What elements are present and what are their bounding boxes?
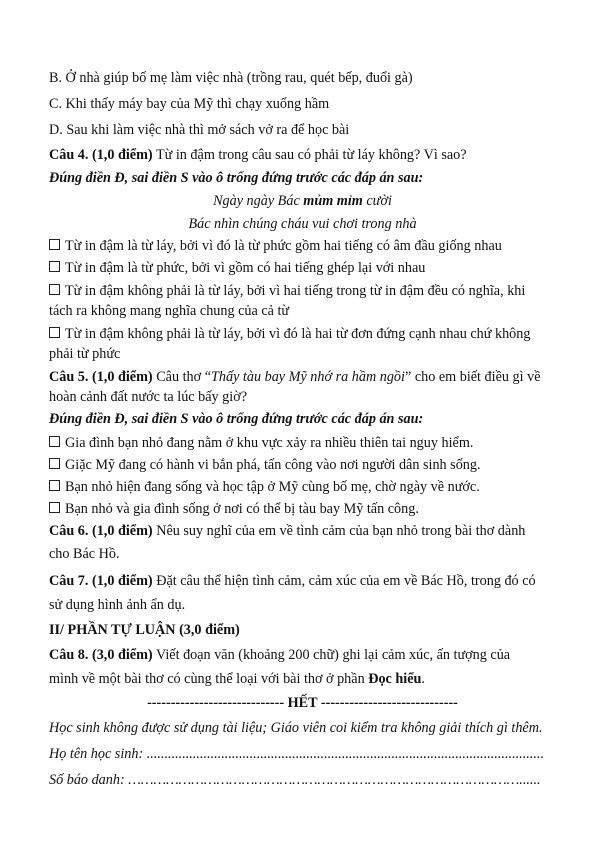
question-5-quote: Thấy tàu bay Mỹ nhớ ra hầm ngồi xyxy=(211,369,405,385)
answer-b: B. Ở nhà giúp bố mẹ làm việc nhà (trồng rau, quét bếp, đuổi gà) xyxy=(49,70,413,86)
poem-line-2: Bác nhìn chúng cháu vui chơi trong nhà xyxy=(188,216,417,232)
question-7 xyxy=(49,572,536,590)
statement-1 xyxy=(49,434,473,452)
question-8-cont-a: mình về một bài thơ có cùng thể loại với bài thơ ở phần xyxy=(49,671,369,687)
question-5-text: Câu thơ “ xyxy=(152,369,211,385)
candidate-number-label: Số báo danh: xyxy=(49,772,129,788)
question-7-label: Câu 7. (1,0 điểm) xyxy=(49,573,153,589)
checkbox[interactable] xyxy=(49,327,60,338)
question-4 xyxy=(49,146,467,164)
poem-bold-word: mủm mỉm xyxy=(303,193,363,209)
statement-4-text: Bạn nhỏ và gia đình sống ở nơi có thể bị tàu bay Mỹ tấn công. xyxy=(65,501,419,517)
poem-line-1 xyxy=(0,192,605,210)
checkbox[interactable] xyxy=(49,502,60,513)
statement-1-text: Gia đình bạn nhỏ đang nằm ở khu vực xảy ra nhiều thiên tai nguy hiểm. xyxy=(65,435,474,451)
option-1 xyxy=(49,237,502,255)
question-4-text: Từ in đậm trong câu sau có phải từ láy không? Vì sao? xyxy=(152,147,467,163)
student-name-label: Họ tên học sinh: xyxy=(49,746,147,762)
option-3-cont: tách ra không mang nghĩa chung của cả từ xyxy=(49,303,290,319)
question-8-bold: Đọc hiểu xyxy=(368,671,422,687)
checkbox[interactable] xyxy=(49,261,60,272)
option-2 xyxy=(49,259,425,277)
question-5 xyxy=(49,368,541,386)
answer-d: D. Sau khi làm việc nhà thì mở sách vở ra để học bài xyxy=(49,122,350,138)
option-1-text: Từ in đậm là từ láy, bởi vì đó là từ phức gồm hai tiếng có âm đầu giống nhau xyxy=(65,238,502,254)
section-2-heading: II/ PHẦN TỰ LUẬN (3,0 điểm) xyxy=(49,622,240,638)
statement-3-text: Bạn nhỏ hiện đang sống và học tập ở Mỹ cùng bố mẹ, chờ ngày về nước. xyxy=(65,479,480,495)
instructions-note: Học sinh không được sử dụng tài liệu; Giáo viên coi kiểm tra không giải thích gì thêm. xyxy=(49,720,543,736)
question-6 xyxy=(49,522,525,540)
question-8 xyxy=(49,646,510,664)
checkbox[interactable] xyxy=(49,480,60,491)
student-name-line xyxy=(49,745,544,763)
option-4-cont: phải từ phức xyxy=(49,346,121,362)
question-8-cont-c: . xyxy=(421,671,425,687)
poem-line-1-a: Ngày ngày Bác xyxy=(213,193,304,209)
question-7-cont: sử dụng hình ảnh ẩn dụ. xyxy=(49,597,186,613)
question-8-text: Viết đoạn văn (khoảng 200 chữ) ghi lại cảm xúc, ấn tượng của xyxy=(152,647,511,663)
option-4 xyxy=(49,325,530,343)
poem-line-1-c: cười xyxy=(362,193,392,209)
question-7-text: Đặt câu thể hiện tình cảm, cảm xúc của em về Bác Hồ, trong đó có xyxy=(152,573,536,589)
statement-3 xyxy=(49,478,480,496)
option-3 xyxy=(49,282,525,300)
checkbox[interactable] xyxy=(49,436,60,447)
option-3-text: Từ in đậm không phải là từ láy, bởi vì hai tiếng trong từ in đậm đều có nghĩa, khi xyxy=(65,283,526,299)
option-4-text: Từ in đậm không phải là từ láy, bởi vì đó là hai từ đơn đứng cạnh nhau chứ không xyxy=(65,326,531,342)
instruction-2: Đúng điền Đ, sai điền S vào ô trống đứng trước các đáp án sau: xyxy=(49,411,424,427)
candidate-number-line xyxy=(49,771,541,789)
checkbox[interactable] xyxy=(49,239,60,250)
answer-c: C. Khi thấy máy bay của Mỹ thì chạy xuống hầm xyxy=(49,96,330,112)
question-8-cont xyxy=(49,670,425,688)
question-6-cont: cho Bác Hồ. xyxy=(49,546,120,562)
student-name-field[interactable]: ................................................................................................................ xyxy=(146,746,544,762)
question-8-label: Câu 8. (3,0 điểm) xyxy=(49,647,153,663)
question-5-text-2: ” cho em biết điều gì về xyxy=(404,369,541,385)
statement-2-text: Giặc Mỹ đang có hành vi bắn phá, tấn công vào nơi người dân sinh sống. xyxy=(65,457,481,473)
checkbox[interactable] xyxy=(49,284,60,295)
question-5-cont: hoàn cảnh đất nước ta lúc bấy giờ? xyxy=(49,389,247,405)
candidate-number-field[interactable]: …………………………………………………………………………………...... xyxy=(128,772,541,788)
checkbox[interactable] xyxy=(49,458,60,469)
end-marker: ----------------------------- HẾT ----------------------------- xyxy=(147,695,458,711)
instruction-1: Đúng điền Đ, sai điền S vào ô trống đứng trước các đáp án sau: xyxy=(49,170,424,186)
question-4-label: Câu 4. (1,0 điểm) xyxy=(49,147,153,163)
question-5-label: Câu 5. (1,0 điểm) xyxy=(49,369,153,385)
statement-2 xyxy=(49,456,481,474)
option-2-text: Từ in đậm là từ phức, bởi vì gồm có hai tiếng ghép lại với nhau xyxy=(65,260,426,276)
question-6-label: Câu 6. (1,0 điểm) xyxy=(49,523,153,539)
statement-4 xyxy=(49,500,419,518)
question-6-text: Nêu suy nghĩ của em về tình cảm của bạn nhỏ trong bài thơ dành xyxy=(152,523,526,539)
